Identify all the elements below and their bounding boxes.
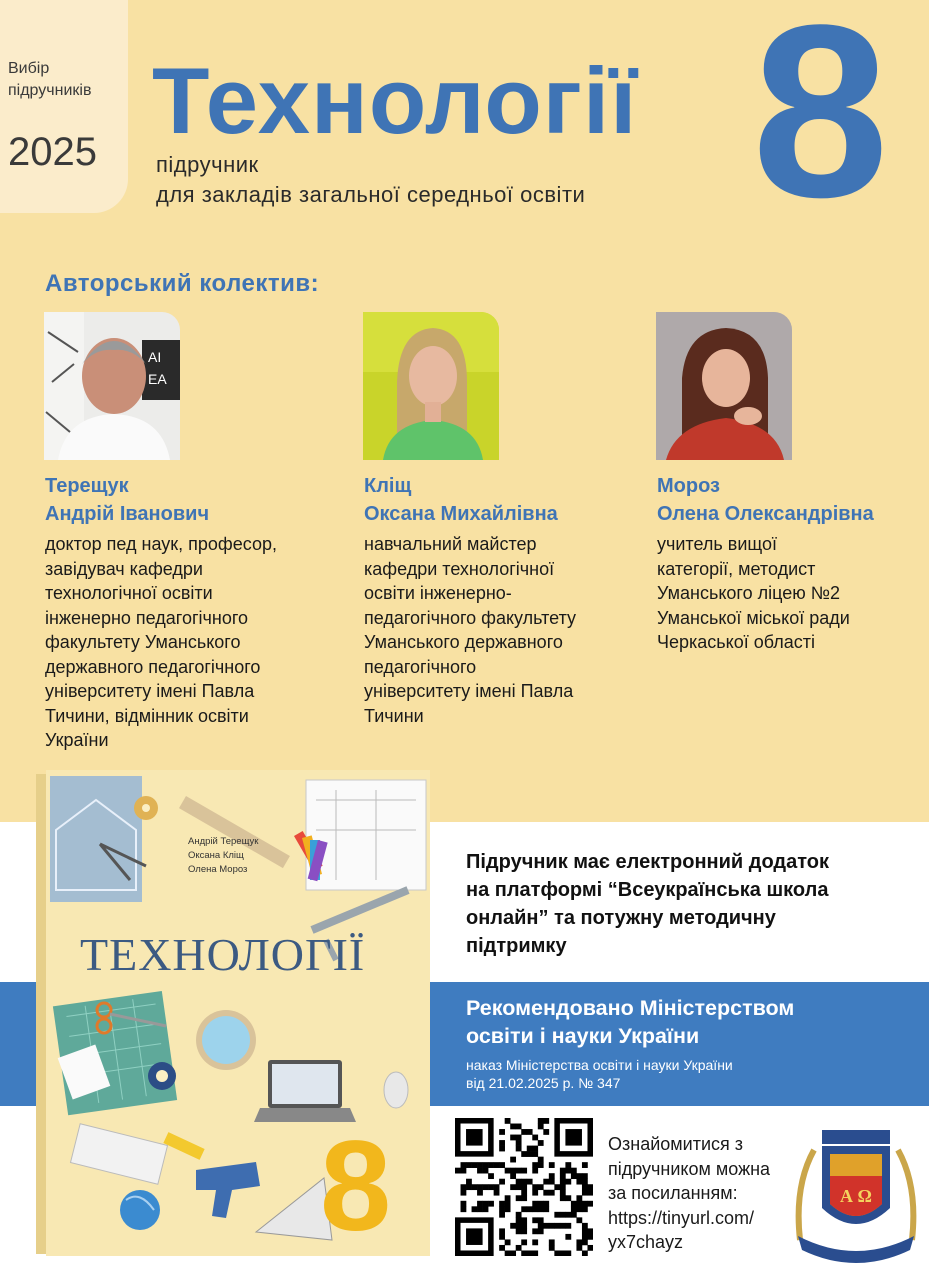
author-given-name: Оксана Михайлівна	[364, 503, 558, 525]
desc-line: навчальний майстер	[364, 534, 537, 554]
link-url[interactable]: yx7chayz	[608, 1232, 684, 1252]
author-name	[45, 472, 209, 528]
link-line: підручником можна	[608, 1158, 771, 1179]
selection-badge	[0, 0, 128, 213]
cover-author: Олена Мороз	[188, 864, 248, 875]
desc-line: технологічної освіти	[45, 583, 213, 603]
badge-label-line: підручників	[8, 82, 92, 99]
author-description	[45, 532, 277, 753]
desc-line: кафедри технологічної	[364, 558, 555, 579]
link-line: Ознайомитися з	[608, 1134, 743, 1154]
desc-line: освіти інженерно-	[364, 583, 512, 603]
author-description	[657, 532, 850, 655]
cover-title: ТЕХНОЛОГІЇ	[80, 929, 366, 980]
recommendation-title	[466, 994, 794, 1050]
desc-line: Уманської міської ради	[657, 607, 850, 628]
ebook-line: підтримку	[466, 935, 567, 957]
cover-author: Оксана Кліщ	[188, 850, 244, 861]
ebook-info	[466, 848, 829, 960]
desc-line: педагогічного факультету	[364, 607, 577, 628]
author-photo	[656, 312, 792, 460]
grade-number: 8	[752, 0, 889, 249]
svg-text:EA: EA	[148, 371, 167, 387]
author-surname: Терещук	[45, 475, 129, 497]
author-photo	[44, 312, 180, 460]
ministry-order	[466, 1056, 733, 1092]
subtitle-line: для закладів загальної середньої освіти	[156, 182, 586, 207]
desc-line: інженерно педагогічного	[45, 607, 249, 628]
desc-line: факультету Уманського	[45, 632, 241, 652]
cover-author: Андрій Терещук	[188, 836, 259, 847]
recommendation-line: освіти і науки України	[466, 1024, 700, 1048]
authors-heading: Авторський колектив:	[45, 270, 320, 297]
desc-line: педагогічного	[364, 656, 477, 677]
author-given-name: Олена Олександрівна	[657, 503, 874, 525]
author-given-name: Андрій Іванович	[45, 503, 210, 525]
page-title: Технології	[152, 48, 638, 153]
badge-year: 2025	[8, 130, 97, 174]
university-seal-icon	[792, 1116, 920, 1266]
svg-text:AI: AI	[148, 349, 162, 365]
author-description	[364, 532, 576, 728]
author-name	[657, 472, 874, 528]
badge-label-line: Вибір	[8, 60, 50, 77]
desc-line: Тичини, відмінник освіти	[45, 705, 249, 726]
ebook-line: на платформі “Всеукраїнська школа	[466, 879, 829, 901]
desc-line: категорії, методист	[657, 558, 816, 579]
book-cover	[36, 770, 432, 1256]
badge-label	[8, 58, 91, 102]
desc-line: Тичини	[364, 705, 424, 726]
desc-line: Уманського ліцею №2	[657, 583, 841, 603]
link-url[interactable]: https://tinyurl.com/	[608, 1207, 755, 1228]
author-name	[364, 472, 558, 528]
author-surname: Кліщ	[364, 475, 412, 497]
desc-line: доктор пед наук, професор,	[45, 534, 277, 554]
desc-line: України	[45, 730, 109, 750]
recommendation-line: Рекомендовано Міністерством	[466, 996, 795, 1020]
author-photo	[363, 312, 499, 460]
order-line: від 21.02.2025 р. № 347	[466, 1075, 621, 1091]
subtitle-line: підручник	[156, 152, 259, 177]
link-info	[608, 1132, 770, 1255]
svg-text:А Ω: А Ω	[840, 1186, 872, 1206]
qr-code[interactable]	[455, 1118, 593, 1256]
desc-line: Черкаської області	[657, 632, 816, 652]
ebook-line: онлайн” та потужну методичну	[466, 907, 776, 929]
desc-line: університету імені Павла	[45, 681, 255, 701]
desc-line: учитель вищої	[657, 534, 778, 554]
desc-line: Уманського державного	[364, 632, 563, 652]
order-line: наказ Міністерства освіти і науки України	[466, 1057, 733, 1073]
cover-grade: 8	[320, 1115, 392, 1256]
ebook-line: Підручник має електронний додаток	[466, 851, 829, 873]
subtitle	[156, 150, 585, 210]
desc-line: державного педагогічного	[45, 656, 261, 677]
desc-line: завідувач кафедри	[45, 558, 203, 579]
desc-line: університету імені Павла	[364, 681, 574, 701]
author-surname: Мороз	[657, 475, 720, 497]
link-line: за посиланням:	[608, 1183, 738, 1203]
